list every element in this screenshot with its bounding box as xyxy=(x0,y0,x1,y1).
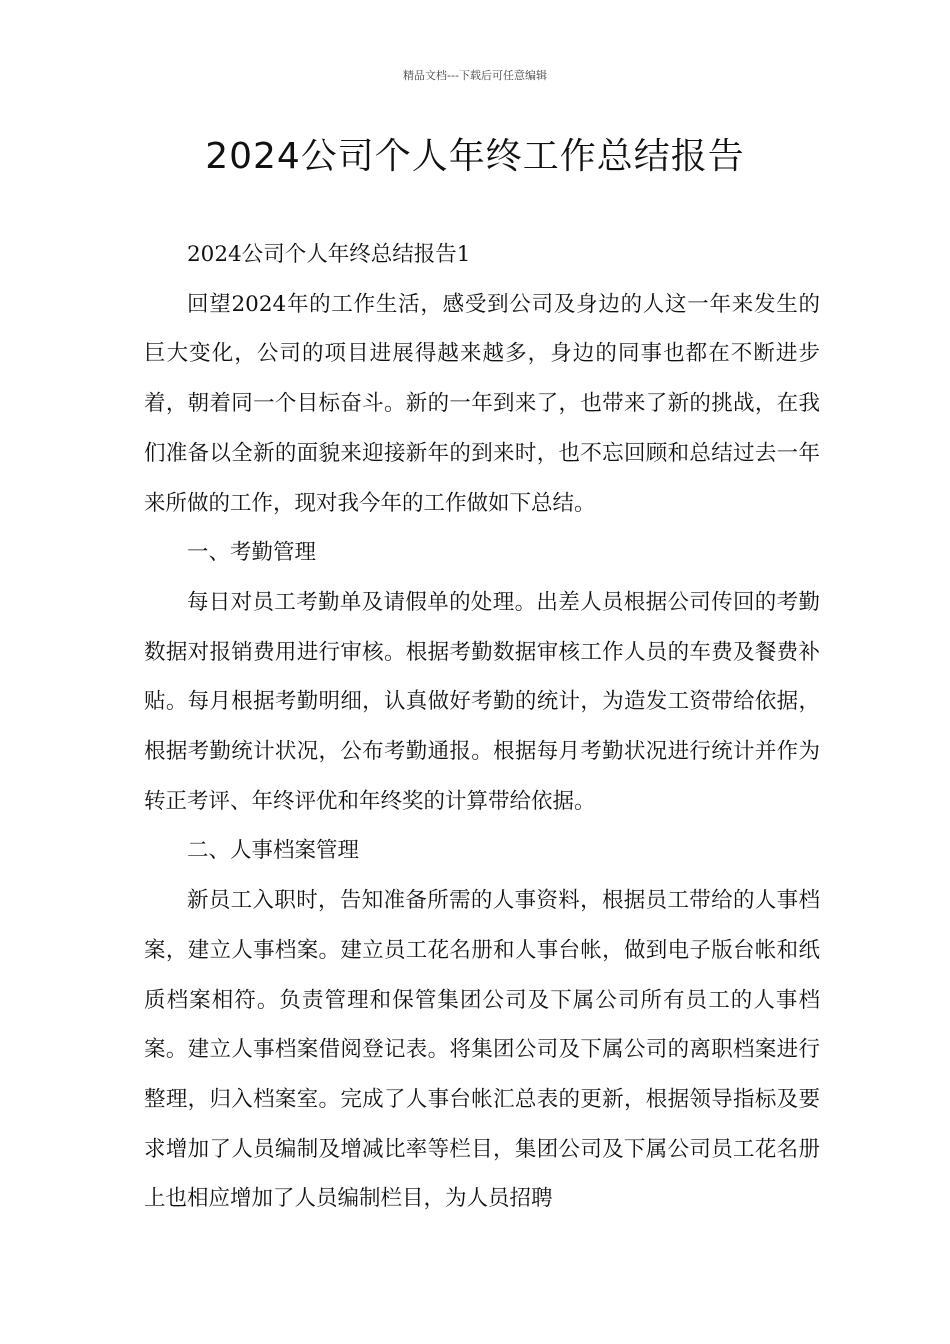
section-heading-personnel-files: 二、人事档案管理 xyxy=(187,838,360,864)
section-heading-attendance: 一、考勤管理 xyxy=(187,540,317,566)
section-subtitle: 2024公司个人年终总结报告1 xyxy=(187,242,471,267)
personnel-files-paragraph: 新员工入职时，告知准备所需的人事资料，根据员工带给的人事档案，建立人事档案。建立员工花名册和人事台帐，做到电子版台帐和纸质档案相符。负责管理和保管集团公司及下属公司所有员工的人事档案。建立人事档案借阅登记表。将集团公司及下属公司的离职档案进行整理，归入档案室。完成了人事台帐汇总表的更新，根据领导指标及要求增加了人员编制及增减比率等栏目，集团公司及下属公司员工花名册上也相应增加了人员编制栏目，为人员招聘 xyxy=(144,888,820,1212)
header-note: 精品文档---下载后可任意编辑 xyxy=(403,69,547,82)
document-body xyxy=(144,230,820,1224)
attendance-paragraph: 每日对员工考勤单及请假单的处理。出差人员根据公司传回的考勤数据对报销费用进行审核。根据考勤数据审核工作人员的车费及餐费补贴。每月根据考勤明细，认真做好考勤的统计，为造发工资带给依据，根据考勤统计状况，公布考勤通报。根据每月考勤状况进行统计并作为转正考评、年终评优和年终奖的计算带给依据。 xyxy=(144,589,820,814)
intro-paragraph: 回望2024年的工作生活，感受到公司及身边的人这一年来发生的巨大变化，公司的项目进展得越来越多，身边的同事也都在不断进步着，朝着同一个目标奋斗。新的一年到来了，也带来了新的挑战，在我们准备以全新的面貌来迎接新年的到来时，也不忘回顾和总结过去一年来所做的工作，现对我今年的工作做如下总结。 xyxy=(144,291,820,516)
document-title: 2024公司个人年终工作总结报告 xyxy=(205,136,745,177)
